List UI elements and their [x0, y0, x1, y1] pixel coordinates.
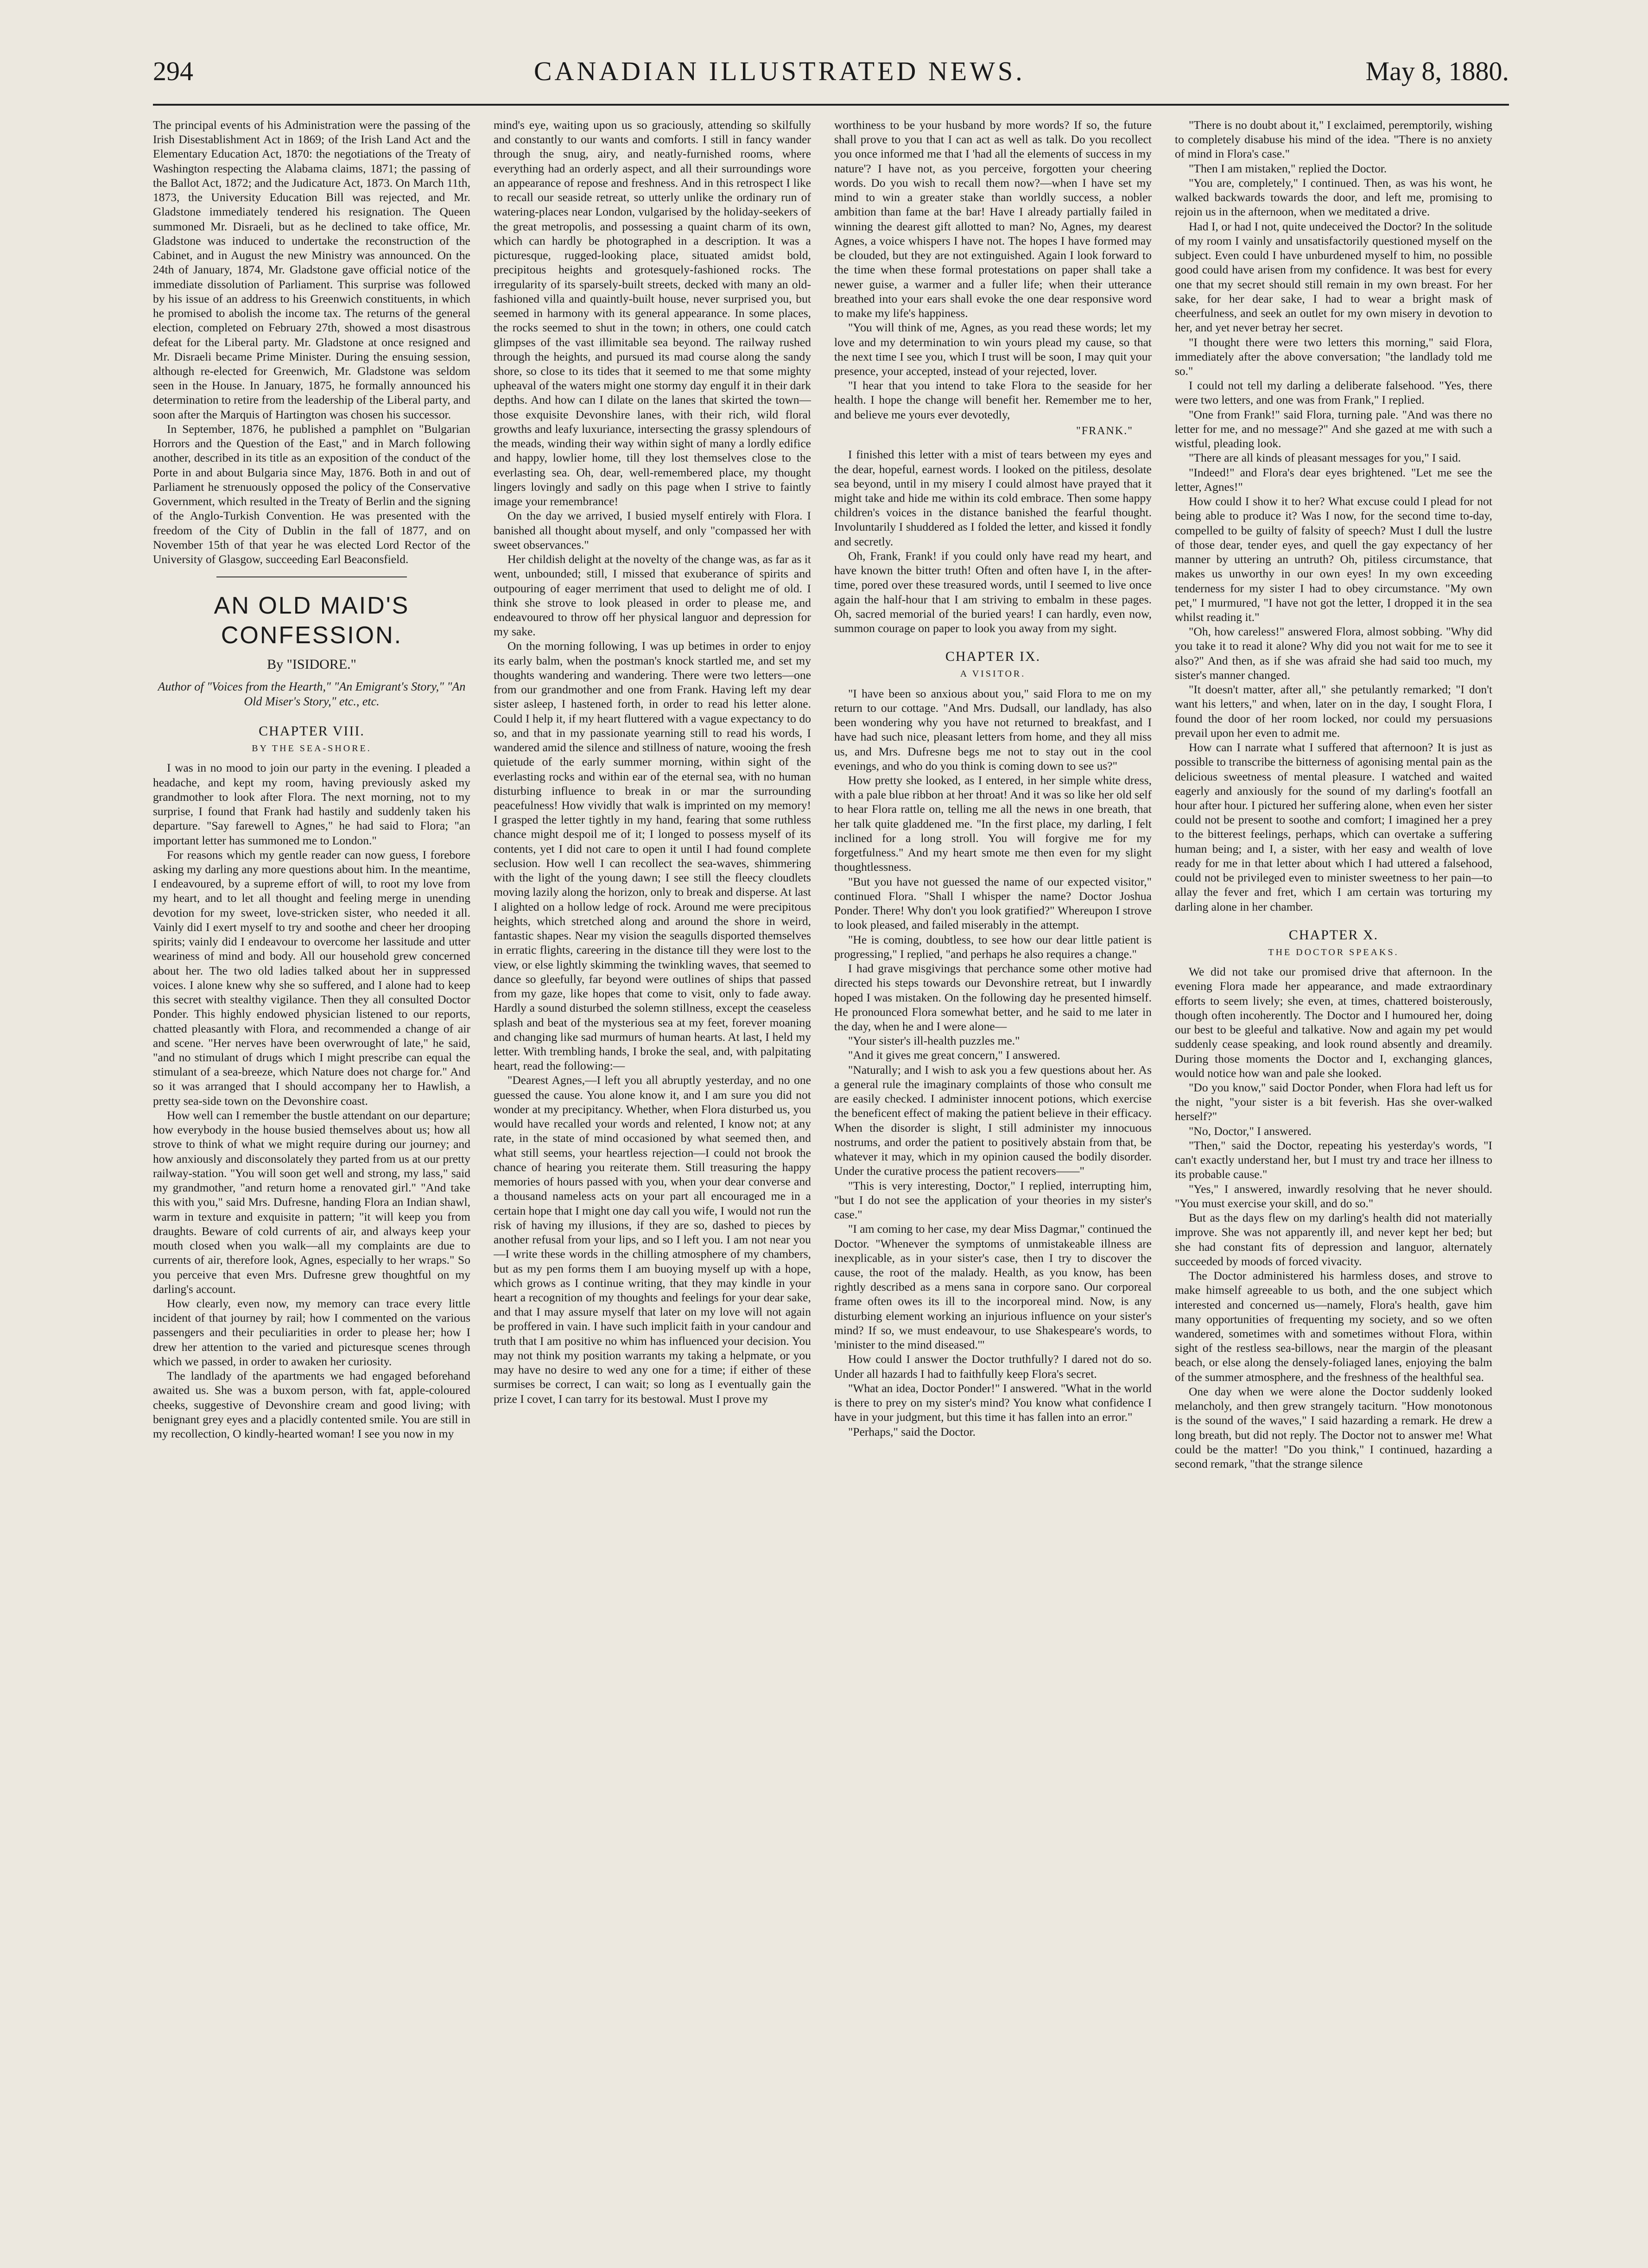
- masthead: [153, 56, 1509, 97]
- paragraph: How clearly, even now, my memory can trace every little incident of that journey by rail; how I commented on the various passengers and their peculiarities in order to please her; how I drew her attention to the varied and picturesque scenes through which we passed, in order to awaken her curiosity.: [153, 1297, 470, 1368]
- column-4: [1175, 118, 1492, 2231]
- paragraph: "One from Frank!" said Flora, turning pale. "And was there no letter for me, and no message?" And she gazed at me with such a wistful, pleading look.: [1175, 407, 1492, 450]
- paragraph: I was in no mood to join our party in the evening. I pleaded a headache, and kept my room, having previously asked my grandmother to look after Flora. The next morning, not to my surprise, I found that Frank had hastily and suddenly taken his departure. "Say farewell to Agnes," he had said to Flora; "an important letter has summoned me to London.": [153, 761, 470, 847]
- paragraph: "Then," said the Doctor, repeating his yesterday's words, "I can't exactly understand her, but I must try and trace her illness to its probable cause.": [1175, 1138, 1492, 1181]
- byline: By "ISIDORE.": [267, 656, 356, 672]
- paragraph: "There is no doubt about it," I exclaimed, peremptorily, wishing to completely disabuse his mind of the idea. "There is no anxiety of mind in Flora's case.": [1175, 118, 1492, 161]
- paragraph: "Your sister's ill-health puzzles me.": [848, 1034, 1020, 1048]
- paragraph: But as the days flew on my darling's health did not materially improve. She was not apparently ill, and never kept her bed; but she had constant fits of depression and languor, alternately succeeded by moods of forced vivacity.: [1175, 1211, 1492, 1268]
- paragraph: On the day we arrived, I busied myself entirely with Flora. I banished all thought about myself, and only "compassed her with sweet observances.": [494, 509, 811, 551]
- paragraph: I had grave misgivings that perchance some other motive had directed his steps towards our Devonshire retreat, but I inwardly hoped I was mistaken. On the following day he presented himself. He pronounced Flora somewhat better, and he said to me later in the day, when he and I were alone—: [834, 962, 1152, 1033]
- paragraph: I finished this letter with a mist of tears between my eyes and the dear, hopeful, earnest words. I looked on the pitiless, desolate sea beyond, until in my misery I could almost have prayed that it might take and hide me within its cold embrace. Then some happy children's voices in the distance banished the fearful thought. Involuntarily I shuddered as I folded the letter, and kissed it fondly and secretly.: [834, 448, 1152, 548]
- story-title: AN OLD MAID'S CONFESSION.: [214, 592, 410, 649]
- paragraph: How can I narrate what I suffered that afternoon? It is just as possible to transcribe the bitterness of agonising mental pain as the delicious sweetness of mental pleasure. I watched and waited eagerly and anxiously for the sound of my darling's footfall an hour after hour. I pictured her suffering alone, when even her sister could not be present to soothe and comfort; I imagined her a prey to the bitterest feelings, perhaps, which can overtake a suffering human being; and I, a sister, with her easy and wealth of love ready for me in that letter about which I had uttered a falsehood, could not be privileged even to minister sweetness to her pain—to allay the fever and fret, which I am certain was torturing my darling alone in her chamber.: [1175, 741, 1492, 913]
- paragraph: "Naturally; and I wish to ask you a few questions about her. As a general rule the imaginary complaints of those who consult me are easily checked. I administer innocent potions, which exercise the beneficent effect of making the patient believe in their efficacy. When the disorder is slight, I still administer my innocuous nostrums, and order the patient to positively abstain from that, be whatever it may, which in my opinion caused the bodily disorder. Under the curative process the patient recovers——": [834, 1063, 1152, 1178]
- paragraph: I could not tell my darling a deliberate falsehood. "Yes, there were two letters, and one was from Frank," I replied.: [1175, 379, 1492, 407]
- paragraph: How could I show it to her? What excuse could I plead for not being able to produce it? Was I now, for the second time to-day, compelled to be guilty of falsity of speech? Must I dull the lustre of those dear, tender eyes, and quell the gay expectancy of her manner by uttering an untruth? Oh, pitiless circumstance, that makes us unworthy in our own eyes! In my own exceeding tenderness for my sister I had to obey circumstance. "My own pet," I murmured, "I have not got the letter, I dropped it in the sea whilst reading it.": [1175, 494, 1492, 624]
- paragraph: "Oh, how careless!" answered Flora, almost sobbing. "Why did you take it to read it alone? Why did you not wait for me to see it also?" And then, as if she was afraid she had said too much, my sister's manner changed.: [1175, 625, 1492, 682]
- paragraph: How pretty she looked, as I entered, in her simple white dress, with a pale blue ribbon at her throat! And it was so like her old self to hear Flora rattle on, telling me all the news in one breath, that her talk quite gladdened me. "In the first place, my darling, I felt inclined for a long stroll. You will forgive me for my forgetfulness." And my heart smote me then even for my slight thoughtlessness.: [834, 773, 1152, 874]
- column-2: [494, 118, 811, 2231]
- paragraph: "No, Doctor," I answered.: [1189, 1124, 1312, 1138]
- letter-signature: "FRANK.": [1076, 424, 1133, 437]
- paragraph: "You will think of me, Agnes, as you read these words; let my love and my determination to win yours plead my cause, so that the next time I see you, which I trust will be soon, I may quit your presence, your accepted, instead of your rejected, lover.: [834, 321, 1152, 378]
- paragraph: mind's eye, waiting upon us so graciously, attending so skilfully and constantly to our wants and comforts. I still in fancy wander through the snug, airy, and neatly-furnished rooms, where everything had an orderly aspect, and all their surroundings wore an appearance of repose and freshness. And in this retrospect I like to recall our seaside retreat, so utterly unlike the ordinary run of watering-places near London, vulgarised by the holiday-seekers of the great metropolis, and possessing a quaint charm of its own, which can hardly be photographed in a description. It was a picturesque, rugged-looking place, situated amidst bold, precipitous heights and grotesquely-fashioned rocks. The irregularity of its sparsely-built streets, decked with many an old-fashioned villa and quaintly-built house, never surprised you, but seemed in harmony with its general appearance. In some places, the rocks seemed to shut in the town; in others, one could catch glimpses of the vast illimitable sea beyond. The railway rushed through the heights, and pursued its mad course along the sandy shore, so close to its tides that it seemed to me that some mighty upheaval of the waters might one stormy day engulf it in their dark depths. And how can I dilate on the lanes that skirted the town—those exquisite Devonshire lanes, with their rich, wild floral growths and leafy luxuriance, intersecting the grassy splendours of the meads, winding their way within sight of many a lordly edifice and happy, lowlier home, till they lost themselves close to the everlasting sea. Oh, dear, well-remembered place, my thought lingers lovingly and sadly on this page when I strive to faintly image your remembrance!: [494, 118, 811, 508]
- paragraph: "Then I am mistaken," replied the Doctor.: [1189, 161, 1387, 175]
- paragraph: Had I, or had I not, quite undeceived the Doctor? In the solitude of my room I vainly and unsatisfactorily questioned myself on the subject. Even could I have unburdened myself to him, no possible good could have arisen from my confidence. It was best for every one that my secret should still remain in my own breast. For her sake, for her dear sake, I had to wear a bright mask of cheerfulness, and seek an outlet for my own misery in devotion to her, and yet never betray her secret.: [1175, 219, 1492, 335]
- paragraph: Her childish delight at the novelty of the change was, as far as it went, unbounded; still, I missed that exuberance of spirits and outpouring of eager merriment that used to delight me of old. I think she strove to look pleased in order to please me, and endeavoured to throw off her physical languor and depression for my sake.: [494, 552, 811, 639]
- paragraph: Oh, Frank, Frank! if you could only have read my heart, and have known the bitter truth! Often and often have I, in the after-time, pored over these treasured words, until I seemed to live once again the half-hour that I am striving to embalm in these pages. Oh, sacred memorial of the buried years! I can hardly, even now, summon courage on paper to look you away from my sight.: [834, 549, 1152, 635]
- newspaper-title: CANADIAN ILLUSTRATED NEWS.: [533, 56, 1025, 86]
- paragraph: For reasons which my gentle reader can now guess, I forebore asking my darling any more questions about him. In the meantime, I endeavoured, by a supreme effort of will, to root my love from my heart, and to let all thought and feeling merge in unending devotion for my sweet, love-stricken sister, who needed it all. Vainly did I exert myself to try and soothe and cheer her drooping spirits; vainly did I endeavour to overcome her lassitude and utter weariness of mind and body. All our household grew concerned about her. The two old ladies talked about her in suppressed voices. I alone knew why she so suffered, and I alone had to keep this secret with stealthy vigilance. Then they all consulted Doctor Ponder. This highly endowed physician listened to our reports, chatted pleasantly with Flora, and recommended a change of air and scene. "Her nerves have been overwrought of late," he said, "and no stimulant of drugs which I might prescribe can equal the stimulant of a sea-breeze, which Nature does not charge for." And so it was arranged that I should accompany her to Hawlish, a pretty sea-side town on the Devonshire coast.: [153, 848, 470, 1108]
- paragraph: "I thought there were two letters this morning," said Flora, immediately after the above conversation; "the landlady told me so.": [1175, 335, 1492, 378]
- paragraph: "Perhaps," said the Doctor.: [848, 1425, 976, 1438]
- paragraph: worthiness to be your husband by more words? If so, the future shall prove to you that I can act as well as talk. Do you recollect you once informed me that I 'had all the elements of success in my nature'? I have not, as you perceive, forgotten your cheering words. Do you wish to recall them now?—when I have set my mind to win a greater stake than worldly success, a nobler ambition than fame at the bar! Have I already partially failed in winning the dearest gift allotted to man? No, Agnes, my dearest Agnes, a voice whispers I have not. The hopes I have formed may be clouded, but they are not extinguished. Again I look forward to the time when these formal protestations on paper shall take a newer guise, a warmer and a fuller life; when their utterance breathed into your ears shall evoke the one dear responsive word to make my life's happiness.: [834, 118, 1152, 320]
- chapter-heading: CHAPTER IX.: [945, 649, 1041, 665]
- issue-date: May 8, 1880.: [1365, 56, 1509, 86]
- columns: [153, 118, 1509, 2231]
- page-number: 294: [153, 56, 193, 86]
- paragraph: "It doesn't matter, after all," she petulantly remarked; "I don't want his letters," and when, later on in the day, I sought Flora, I found the door of her room locked, nor could my persuasions prevail upon her even to admit me.: [1175, 683, 1492, 740]
- paragraph: "I hear that you intend to take Flora to the seaside for her health. I hope the change will benefit her. Remember me to her, and believe me yours ever devotedly,: [834, 379, 1152, 421]
- paragraph: On the morning following, I was up betimes in order to enjoy its early balm, when the postman's knock startled me, and set my thoughts wandering and wandering. There were two letters—one from our grandmother and one from Frank. Having left my dear sister asleep, I hastened forth, in order to read his letter alone. Could I help it, if my heart fluttered with a vague expectancy to do so, and that in my passionate yearning still to read his words, I wandered amid the silence and stillness of nature, wooing the fresh quietude of the early summer morning, within sight of the everlasting rocks and within ear of the eternal sea, with no human disturbing influence to break in or mar the surrounding peacefulness! How vividly that walk is imprinted on my memory! I grasped the letter tightly in my hand, fearing that some ruthless chance might despoil me of it; I longed to possess myself of its contents, yet I did not care to open it until I had found complete seclusion. How well I can recollect the sea-waves, shimmering with the light of the young dawn; I see still the fleecy cloudlets moving lazily along the horizon, only to break and disperse. At last I alighted on a hollow ledge of rock. Around me were precipitous heights, which stretched along and around the shore in weird, fantastic shapes. Near my vision the seagulls disported themselves in erratic flights, careering in the distance till they were lost to the view, or else lightly skimming the twinkling waves, that seemed to dance so gleefully, far beyond were outlines of ships that passed from my gaze, like hopes that come to visit, only to fade away. Hardly a sound disturbed the solemn stillness, except the ceaseless splash and beat of the mysterious sea at my feet, forever moaning and changing like sad murmurs of human hearts. At last, I held my letter. With trembling hands, I broke the seal, and, with palpitating heart, read the following:—: [494, 639, 811, 1073]
- paragraph: One day when we were alone the Doctor suddenly looked melancholy, and then grew strangely taciturn. "How monotonous is the sound of the waves," I said hazarding a remark. He drew a long breath, but did not reply. The Doctor not to answer me! What could be the matter! "Do you think," I continued, hazarding a second remark, "that the strange silence: [1175, 1384, 1492, 1471]
- column-1: [153, 118, 470, 2231]
- paragraph: "Do you know," said Doctor Ponder, when Flora had left us for the night, "your sister is a bit feverish. Has she over-walked herself?": [1175, 1081, 1492, 1123]
- paragraph: "This is very interesting, Doctor," I replied, interrupting him, "but I do not see the application of your theories in my sister's case.": [834, 1178, 1152, 1222]
- paragraph: We did not take our promised drive that afternoon. In the evening Flora made her appearance, and made extraordinary efforts to seem lively; she even, at times, chattered boisterously, though often incoherently. The Doctor and I humoured her, doing our best to be gleeful and talkative. Now and again my pet would suddenly cease speaking, and look round absently and dreamily. During those moments the Doctor and I, exchanging glances, would notice how wan and pale she looked.: [1175, 965, 1492, 1080]
- paragraph: The Doctor administered his harmless doses, and strove to make himself agreeable to us both, and the one subject which interested and concerned us—namely, Flora's health, gave him many opportunities of frequenting my society, and so we often wandered, sometimes with and sometimes without Flora, within sight of the restless sea-billows, near the margin of the pleasant beach, or else along the densely-foliaged lanes, enjoying the balm of the summer atmosphere, and the freshness of the healthful sea.: [1175, 1269, 1492, 1384]
- paragraph: "I am coming to her case, my dear Miss Dagmar," continued the Doctor. "Whenever the symptoms of unmistakeable illness are inexplicable, as in your sister's case, then I try to discover the cause, the root of the malady. Health, as you know, has been rightly described as a mens sana in corpore sano. Our corporeal frame often owes its ill to the incorporeal mind. Now, is any disturbing element working an injurious influence on your sister's mind? If so, we must endeavour, to use Shakespeare's words, to 'minister to the mind diseased.'": [834, 1222, 1152, 1352]
- author-note: Author of "Voices from the Hearth," "An Emigrant's Story," "An Old Miser's Story," etc., etc.: [158, 680, 466, 709]
- paragraph: The landlady of the apartments we had engaged beforehand awaited us. She was a buxom person, with fat, apple-coloured cheeks, suggestive of Devonshire cream and good living; with benignant grey eyes and a placidly contented smile. You are still in my recollection, O kindly-hearted woman! I see you now in my: [153, 1369, 470, 1441]
- paragraph: "I have been so anxious about you," said Flora to me on my return to our cottage. "And Mrs. Dudsall, our landlady, has also been wondering why you have not returned to breakfast, and I have had such nice, pleasant letters from home, and they all miss us, and Mrs. Dufresne begs me not to stay out in the cool evenings, and who do you think is coming down to see us?": [834, 686, 1152, 773]
- paragraph: "What an idea, Doctor Ponder!" I answered. "What in the world is there to prey on my sister's mind? You know what confidence I have in your judgment, but this time it has fallen into an error.": [834, 1381, 1152, 1424]
- chapter-subtitle: THE DOCTOR SPEAKS.: [1268, 947, 1399, 957]
- paragraph: "But you have not guessed the name of our expected visitor," continued Flora. "Shall I whisper the name? Doctor Joshua Ponder. There! Why don't you look gratified?" Whereupon I strove to look pleased, and failed miserably in the attempt.: [834, 874, 1152, 932]
- paragraph: "Dearest Agnes,—I left you all abruptly yesterday, and no one guessed the cause. You alone know it, and I am sure you did not wonder at my precipitancy. Whether, when Flora disturbed us, you would have recalled your words and relented, I know not; at any rate, in the state of mind occasioned by what seemed then, and what still seems, your heartless rejection—I could not brook the chance of hearing you reiterate them. Still treasuring the happy memories of hours passed with you, when your dear converse and a thousand nameless acts on your part all encouraged me in a certain hope that I might one day call you wife, I would not run the risk of having my illusions, if they are so, dashed to pieces by another refusal from your lips, and so I left you. I am not near you—I write these words in the chilling atmosphere of my chambers, but as my pen forms them I am buoying myself up with a hope, which grows as I continue writing, that they may kindle in your heart a recognition of my thoughts and feelings for your dear sake, and that I may assure myself that later on my love will not again be proffered in vain. I have such implicit faith in your candour and truth that I am positive no whim has influenced your decision. You may not think my position warrants my taking a helpmate, or you may have no desire to wed any one for a time; if either of these surmises be correct, I can wait; so long as I eventually gain the prize I covet, I can tarry for its bestowal. Must I prove my: [494, 1073, 811, 1406]
- column-3: [834, 118, 1152, 2231]
- chapter-subtitle: BY THE SEA-SHORE.: [252, 743, 372, 754]
- masthead-rule: [153, 104, 1509, 106]
- paragraph: "There are all kinds of pleasant messages for you," I said.: [1189, 451, 1461, 465]
- paragraph: How could I answer the Doctor truthfully? I dared not do so. Under all hazards I had to faithfully keep Flora's secret.: [834, 1352, 1152, 1381]
- paragraph: "You are, completely," I continued. Then, as was his wont, he walked backwards towards the door, and left me, promising to rejoin us in the afternoon, when we meditated a drive.: [1175, 176, 1492, 219]
- paragraph: The principal events of his Administration were the passing of the Irish Disestablishment Act in 1869; of the Irish Land Act and the Elementary Education Act, 1870: the negotiations of the Treaty of Washington respecting the Alabama claims, 1871; the passing of the Ballot Act, 1872; and the Judicature Act, 1873. On March 11th, 1873, the University Education Bill was rejected, and Mr. Gladstone immediately tendered his resignation. The Queen summoned Mr. Disraeli, but as he declined to take office, Mr. Gladstone was induced to undertake the reconstruction of the Cabinet, and in August the new Ministry was announced. On the 24th of January, 1874, Mr. Gladstone gave official notice of the immediate dissolution of Parliament. This surprise was followed by his issue of an address to his Greenwich constituents, in which he promised to abolish the income tax. The returns of the general election, completed on February 27th, showed a most disastrous defeat for the Liberal party. Mr. Gladstone at once resigned and Mr. Disraeli became Prime Minister. During the ensuing session, although re-elected for Greenwich, Mr. Gladstone was seldom seen in the House. In January, 1875, he formally announced his determination to retire from the leadership of the Liberal party, and soon after the Marquis of Hartington was chosen his successor.: [153, 118, 470, 421]
- paragraph: "Indeed!" and Flora's dear eyes brightened. "Let me see the letter, Agnes!": [1175, 465, 1492, 494]
- chapter-subtitle: A VISITOR.: [960, 669, 1026, 679]
- chapter-heading: CHAPTER VIII.: [259, 723, 365, 739]
- paragraph: In September, 1876, he published a pamphlet on "Bulgarian Horrors and the Question of the East," and in March following another, described in its title as an exposition of the conduct of the Porte in and about Bulgaria since May, 1876. Both in and out of Parliament he strenuously opposed the policy of the Conservative Government, which resulted in the Treaty of Berlin and the signing of the Anglo-Turkish Convention. He was presented with the freedom of the City of Dublin in the fall of 1877, and on November 15th of that year he was elected Lord Rector of the University of Glasgow, succeeding Earl Beaconsfield.: [153, 422, 470, 566]
- paragraph: How well can I remember the bustle attendant on our departure; how everybody in the house busied themselves about us; how all strove to think of what we might require during our journey; and how anxiously and disconsolately they parted from us at our pretty railway-station. "You will soon get well and strong, my lass," said my grandmother, "and return home a renovated girl." "And take this with you," said Mrs. Dufresne, handing Flora an Indian shawl, warm in texture and exquisite in pattern; "it will keep you from draughts. Beware of cold currents of air, and always keep your mouth closed when you walk—all my complaints are due to currents of air, therefore look, Agnes, especially to her wraps." So you perceive that even Mrs. Dufresne grew thoughtful on my darling's account.: [153, 1108, 470, 1296]
- paragraph: "And it gives me great concern," I answered.: [848, 1048, 1060, 1062]
- chapter-heading: CHAPTER X.: [1288, 927, 1379, 943]
- paragraph: "Yes," I answered, inwardly resolving that he never should. "You must exercise your skill, and do so.": [1175, 1182, 1492, 1210]
- paragraph: "He is coming, doubtless, to see how our dear little patient is progressing," I replied, "and perhaps he also requires a change.": [834, 932, 1152, 961]
